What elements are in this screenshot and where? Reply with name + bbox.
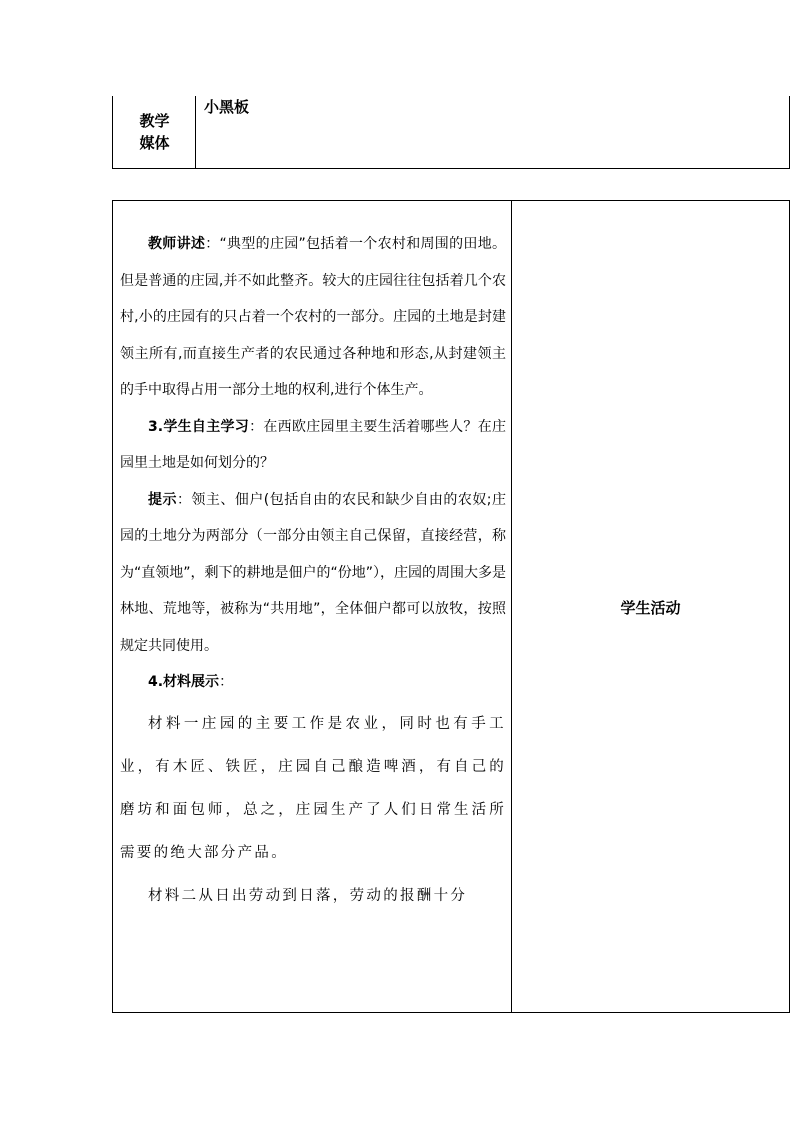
hint-text: ：领主、佃户(包括自由的农民和缺少自由的农奴;庄园的土地分为两部分（一部分由领主自己保留，直接经营，称为“直领地”，剩下的耕地是佃户的“份地”），庄园的周围大多是林地、荒地等，被称为“共用地”，全体佃户都可以放牧，按照规定共同使用。 [120, 491, 507, 654]
hint-paragraph [120, 482, 506, 665]
teaching-content-cell [120, 226, 506, 918]
self-study-text: ：在西欧庄园里主要生活着哪些人？在庄园里土地是如何划分的？ [120, 418, 507, 471]
self-study-paragraph [120, 409, 506, 482]
material-two-text: 从日出劳动到日落，劳动的报酬十分 [198, 887, 468, 904]
media-value: 小黑板 [204, 98, 250, 116]
material-one-paragraph [120, 703, 506, 875]
media-label-line1: 教学 [139, 112, 170, 130]
media-label-line2: 媒体 [139, 134, 170, 152]
teacher-narration-lead: 教师讲述 [148, 236, 206, 252]
material-one-text: 庄园的主要工作是农业，同时也有手工业，有木匠、铁匠，庄园自己酿造啤酒，有自己的磨坊和面包师，总之，庄园生产了人们日常生活所需要的绝大部分产品。 [120, 715, 506, 861]
hint-lead: 提示 [148, 491, 177, 508]
material-one-label: 材料一 [148, 715, 202, 732]
media-table [112, 96, 790, 169]
teacher-narration-text: ：“典型的庄园”包括着一个农村和周围的田地。但是普通的庄园,并不如此整齐。较大的庄园往往包括着几个农村,小的庄园有的只占着一个农村的一部分。庄园的土地是封建领主所有,而直接生产者的农民通过各种地和形态,从封建领主的手中取得占用一部分土地的权利,进行个体生产。 [120, 236, 506, 398]
media-label [113, 110, 196, 154]
media-label-cell [113, 96, 196, 168]
materials-heading-paragraph [120, 664, 506, 701]
student-activity-label: 学生活动 [620, 599, 681, 617]
student-activity-cell [512, 201, 789, 1012]
self-study-lead: 3.学生自主学习 [148, 418, 250, 435]
lesson-table [112, 200, 790, 1013]
teacher-narration-paragraph [120, 226, 506, 409]
material-two-label: 材料二 [148, 887, 199, 904]
materials-heading-lead: 4.材料展示 [148, 674, 220, 690]
material-two-paragraph [120, 875, 506, 918]
materials-heading-text: ： [219, 674, 234, 690]
